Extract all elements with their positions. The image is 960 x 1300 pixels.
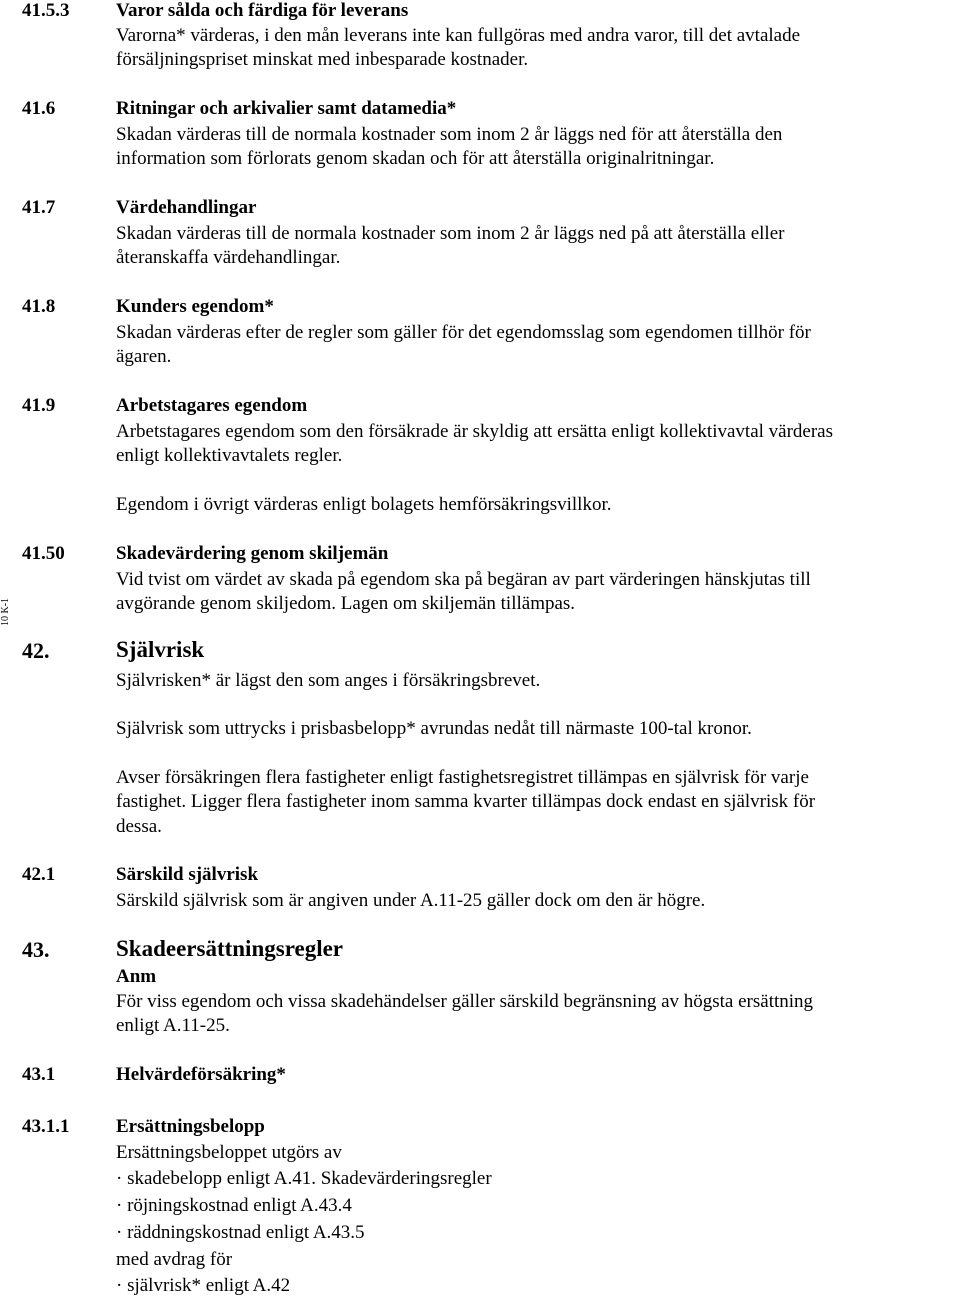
section-text-line: fastighet. Ligger flera fastigheter inom samma kvarter tillämpas dock endast en självrisk för: [116, 791, 816, 812]
section-number-41-9: 41.9: [22, 395, 56, 416]
section-heading-43: Skadeersättningsregler: [116, 936, 344, 961]
section-text-line: Skadan värderas efter de regler som gäller för det egendomsslag som egendomen tillhör för: [116, 322, 811, 343]
list-item: · räddningskostnad enligt A.43.5: [116, 1222, 365, 1243]
section-text-line: dessa.: [116, 816, 162, 837]
list-item: · skadebelopp enligt A.41. Skadevärderingsregler: [116, 1168, 492, 1189]
section-number-42: 42.: [22, 638, 50, 663]
section-heading-43-1-1: Ersättningsbelopp: [116, 1116, 265, 1137]
side-margin-code: 10 K-1: [0, 597, 11, 626]
section-number-43-1: 43.1: [22, 1064, 56, 1085]
section-number-42-1: 42.1: [22, 864, 56, 885]
list-intro: Ersättningsbeloppet utgörs av: [116, 1142, 342, 1163]
section-text-line: enligt A.11-25.: [116, 1015, 230, 1036]
section-text-line: information som förlorats genom skadan och för att återställa originalritningar.: [116, 148, 715, 169]
section-number-43: 43.: [22, 937, 50, 962]
section-heading-41-50: Skadevärdering genom skiljemän: [116, 543, 389, 564]
section-text-line: återanskaffa värdehandlingar.: [116, 247, 341, 268]
section-text-line: Avser försäkringen flera fastigheter enligt fastighetsregistret tillämpas en självrisk för varje: [116, 767, 809, 788]
section-text-line: Särskild självrisk som är angiven under A.11-25 gäller dock om den är högre.: [116, 890, 706, 911]
section-text-line: Varorna* värderas, i den mån leverans inte kan fullgöras med andra varor, till det avtalade: [116, 25, 801, 46]
section-text-line: Skadan värderas till de normala kostnader som inom 2 år läggs ned på att återställa eller: [116, 223, 785, 244]
section-text-line: ägaren.: [116, 346, 172, 367]
section-text-line: enligt kollektivavtalets regler.: [116, 445, 343, 466]
section-heading-41-5-3: Varor sålda och färdiga för leverans: [116, 0, 409, 21]
section-heading-41-9: Arbetstagares egendom: [116, 395, 308, 416]
section-text-line: Vid tvist om värdet av skada på egendom ska på begäran av part värderingen hänskjutas till: [116, 569, 811, 590]
section-number-41-8: 41.8: [22, 296, 56, 317]
section-text-line: Arbetstagares egendom som den försäkrade är skyldig att ersätta enligt kollektivavtal värderas: [116, 421, 833, 442]
section-number-41-5-3: 41.5.3: [22, 0, 70, 21]
deduction-intro: med avdrag för: [116, 1249, 233, 1270]
section-number-43-1-1: 43.1.1: [22, 1116, 70, 1137]
section-paragraph: Självrisken* är lägst den som anges i försäkringsbrevet.: [116, 670, 541, 691]
section-number-41-50: 41.50: [22, 543, 65, 564]
section-heading-42-1: Särskild självrisk: [116, 864, 259, 885]
section-text-line: försäljningspriset minskat med inbesparade kostnader.: [116, 49, 529, 70]
section-heading-43-1: Helvärdeförsäkring*: [116, 1064, 286, 1085]
section-heading-41-7: Värdehandlingar: [116, 197, 257, 218]
section-text-line: Skadan värderas till de normala kostnader som inom 2 år läggs ned för att återställa den: [116, 124, 783, 145]
section-number-41-6: 41.6: [22, 98, 56, 119]
list-item: · självrisk* enligt A.42: [116, 1275, 291, 1296]
list-item: · röjningskostnad enligt A.43.4: [116, 1195, 352, 1216]
section-heading-42: Självrisk: [116, 637, 205, 662]
section-number-41-7: 41.7: [22, 197, 56, 218]
note-label: Anm: [116, 966, 157, 987]
section-heading-41-8: Kunders egendom*: [116, 296, 274, 317]
section-text-line: För viss egendom och vissa skadehändelser gäller särskild begränsning av högsta ersättning: [116, 991, 814, 1012]
section-text-line: avgörande genom skiljedom. Lagen om skiljemän tillämpas.: [116, 593, 576, 614]
section-heading-41-6: Ritningar och arkivalier samt datamedia*: [116, 98, 457, 119]
section-paragraph: Självrisk som uttrycks i prisbasbelopp* avrundas nedåt till närmaste 100-tal kronor.: [116, 718, 752, 739]
section-extra-paragraph: Egendom i övrigt värderas enligt bolagets hemförsäkringsvillkor.: [116, 494, 612, 515]
